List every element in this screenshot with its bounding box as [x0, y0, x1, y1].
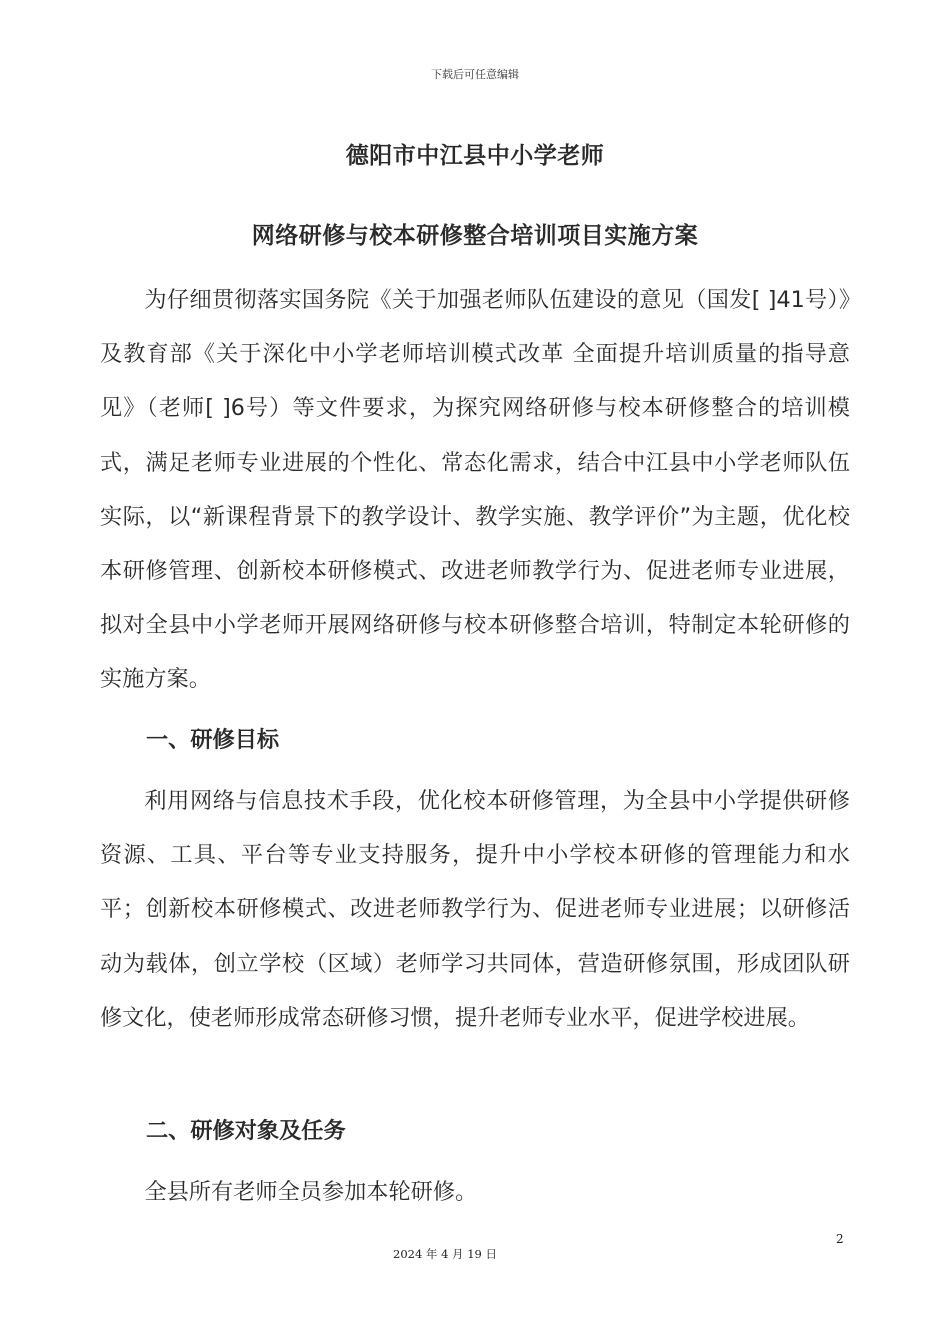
- document-title-line1: 德阳市中江县中小学老师: [345, 143, 605, 169]
- intro-paragraph: [100, 273, 850, 707]
- intro-text: 为仔细贯彻落实国务院《关于加强老师队伍建设的意见（国发[ ]41号）》及教育部《关于深化中小学老师培训模式改革 全面提升培训质量的指导意见》（老师[ ]6号）等文件要求，为探究网络研修与校本研修整合的培训模式，满足老师专业进展的个性化、常态化需求，结合中江县中小学老师队伍实际，以“新课程背景下的教学设计、教学实施、教学评价”为主题，优化校本研修管理、创新校本研修模式、改进老师教学行为、促进老师专业进展，拟对全县中小学老师开展网络研修与校本研修整合培训，特制定本轮研修的实施方案。: [100, 287, 850, 693]
- section1-paragraph: [100, 774, 850, 1045]
- page-number: 2: [836, 1232, 844, 1246]
- section1-text: 利用网络与信息技术手段，优化校本研修管理，为全县中小学提供研修资源、工具、平台等专业支持服务，提升中小学校本研修的管理能力和水平；创新校本研修模式、改进老师教学行为、促进老师专业进展；以研修活动为载体，创立学校（区域）老师学习共同体，营造研修氛围，形成团队研修文化，使老师形成常态研修习惯，提升老师专业水平，促进学校进展。: [100, 788, 850, 1031]
- section2-heading: 二、研修对象及任务: [146, 1118, 346, 1144]
- section1-heading: 一、研修目标: [146, 727, 280, 753]
- document-title-line2: 网络研修与校本研修整合培训项目实施方案: [251, 223, 699, 249]
- section2-text: 全县所有老师全员参加本轮研修。: [144, 1179, 478, 1205]
- footer-date: 2024 年 4 月 19 日: [393, 1247, 497, 1261]
- section2-paragraph: [100, 1165, 850, 1219]
- header-note: 下载后可任意编辑: [431, 68, 519, 81]
